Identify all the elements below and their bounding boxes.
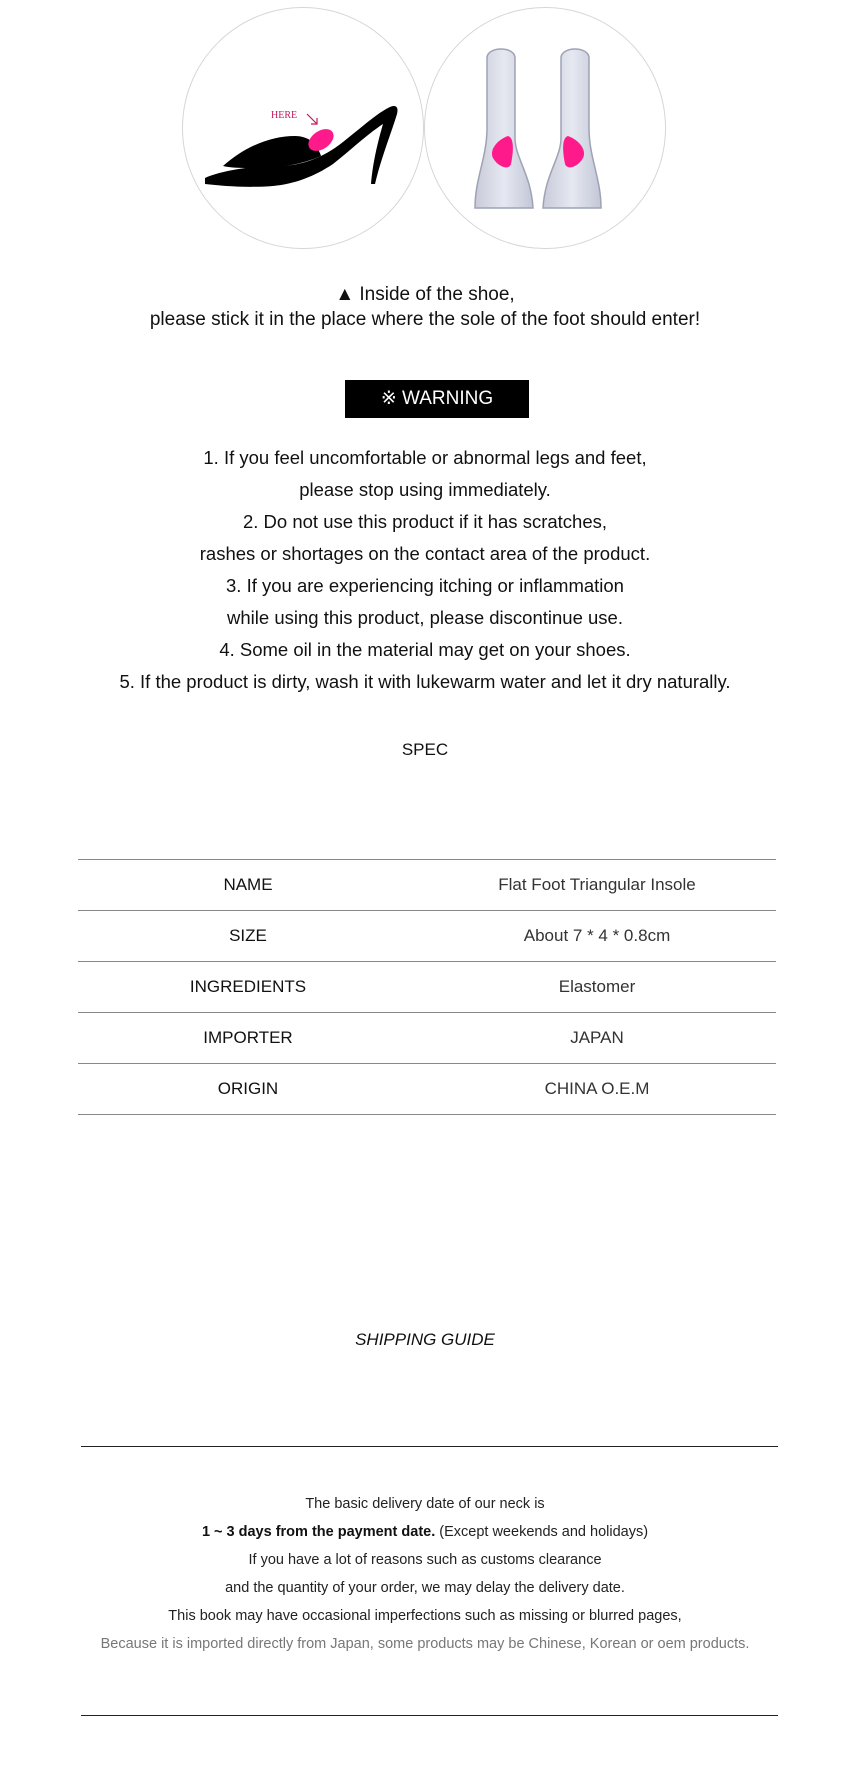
shipping-line: The basic delivery date of our neck is [305, 1496, 545, 1512]
shipping-line: If you have a lot of reasons such as customs clearance [248, 1552, 602, 1568]
warning-line: while using this product, please discontinue use. [227, 607, 623, 628]
shipping-line: Because it is imported directly from Japan, some products may be Chinese, Korean or oem products. [100, 1636, 750, 1652]
table-row [78, 1013, 776, 1064]
shipping-days-highlight: 1 ~ 3 days from the payment date. [201, 1524, 436, 1540]
shipping-guide-title: SHIPPING GUIDE [355, 1330, 495, 1349]
warning-list [0, 442, 850, 698]
warning-line: rashes or shortages on the contact area of the product. [199, 543, 651, 564]
warning-line: 1. If you feel uncomfortable or abnormal legs and feet, [203, 447, 647, 468]
shipping-line [0, 1518, 850, 1546]
table-row [78, 860, 776, 911]
table-row [78, 911, 776, 962]
warning-line: 4. Some oil in the material may get on your shoes. [219, 639, 631, 660]
spec-key: NAME [78, 860, 418, 911]
spec-key: IMPORTER [78, 1013, 418, 1064]
shipping-guide-text [0, 1490, 850, 1658]
spec-value: About 7 * 4 * 0.8cm [418, 911, 776, 962]
shoe-illustration [182, 7, 424, 249]
table-row [78, 962, 776, 1013]
high-heel-shoe-icon [183, 8, 425, 250]
divider [81, 1715, 778, 1716]
spec-key: INGREDIENTS [78, 962, 418, 1013]
warning-line: 3. If you are experiencing itching or inflammation [226, 575, 624, 596]
caption-line-1: ▲ Inside of the shoe, [335, 284, 515, 305]
divider [81, 1446, 778, 1447]
spec-value: CHINA O.E.M [418, 1064, 776, 1115]
warning-line: please stop using immediately. [299, 479, 551, 500]
spec-value: JAPAN [418, 1013, 776, 1064]
spec-table [78, 859, 776, 1115]
warning-line: 5. If the product is dirty, wash it with lukewarm water and let it dry naturally. [119, 671, 731, 692]
usage-caption [0, 282, 850, 332]
spec-title: SPEC [401, 740, 449, 759]
spec-value: Flat Foot Triangular Insole [418, 860, 776, 911]
table-row [78, 1064, 776, 1115]
spec-key: SIZE [78, 911, 418, 962]
insole-illustration [424, 7, 666, 249]
shipping-line: This book may have occasional imperfections such as missing or blurred pages, [168, 1608, 682, 1624]
warning-badge: ※ WARNING [345, 380, 529, 418]
spec-value: Elastomer [418, 962, 776, 1013]
warning-line: 2. Do not use this product if it has scratches, [242, 511, 607, 532]
insole-pair-icon [425, 8, 667, 250]
shipping-line: and the quantity of your order, we may delay the delivery date. [225, 1580, 625, 1596]
shipping-days-note: (Except weekends and holidays) [435, 1524, 649, 1540]
caption-line-2: please stick it in the place where the sole of the foot should enter! [149, 309, 701, 330]
here-label: HERE [271, 110, 298, 121]
spec-key: ORIGIN [78, 1064, 418, 1115]
